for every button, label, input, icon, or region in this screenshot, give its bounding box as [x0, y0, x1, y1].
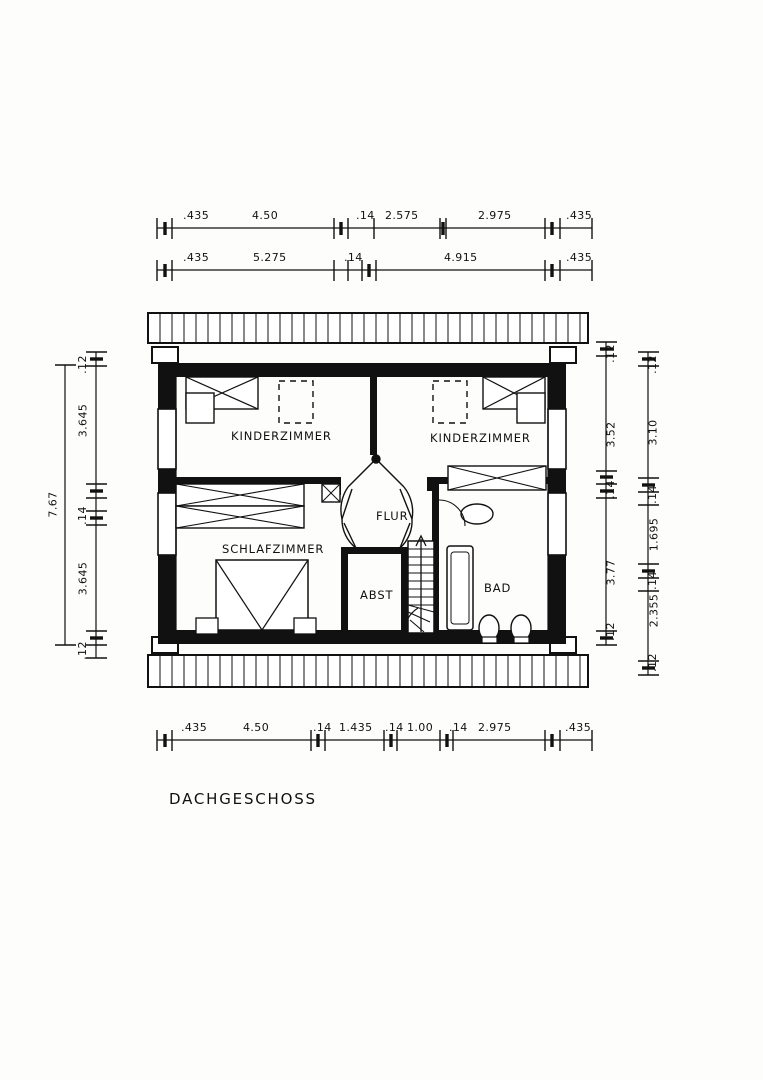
room-label-abst: ABST: [360, 588, 394, 602]
dim-right-outer-0: .12: [645, 355, 659, 374]
dim-bottom-8: .435: [565, 721, 592, 734]
dim-bottom-0: .435: [181, 721, 208, 734]
room-label-kinderzimmer-left: KINDERZIMMER: [231, 429, 332, 443]
room-label-bad: BAD: [484, 581, 512, 595]
roof-band-bottom: [148, 637, 588, 687]
dim-top1-2: .14: [356, 209, 375, 222]
dim-right-outer-4: .14: [645, 571, 659, 590]
dimension-chain-left-inner: [86, 352, 107, 658]
dim-bottom-5: 1.00: [407, 721, 434, 734]
dim-left-inner-1: 3.645: [76, 403, 90, 438]
dim-bottom-6: .14: [449, 721, 468, 734]
dim-right-inner-4: .12: [603, 622, 617, 641]
kinderzimmer-right-furniture: [433, 377, 545, 423]
dim-right-inner-3: 3.77: [604, 559, 618, 586]
dim-top2-3: 4.915: [444, 251, 478, 264]
dim-left-inner-4: .12: [75, 641, 89, 660]
staircase: [404, 536, 434, 633]
kinderzimmer-left-furniture: [186, 377, 313, 423]
dim-top2-1: 5.275: [253, 251, 287, 264]
schlafzimmer-wardrobe: [176, 484, 316, 634]
dim-right-inner-5: .12: [645, 653, 659, 672]
dim-top1-4: 2.975: [478, 209, 512, 222]
flur-door-swings: [341, 455, 413, 548]
dim-right-inner-0: .12: [603, 344, 617, 363]
dim-right-outer-2: .14: [645, 485, 659, 504]
dimension-chain-bottom: [157, 730, 592, 751]
bad-fixtures: [439, 500, 531, 643]
flur-fixture: [322, 484, 340, 502]
dim-right-inner-2: .14: [603, 480, 617, 499]
dim-top1-0: .435: [183, 209, 210, 222]
dim-top2-0: .435: [183, 251, 210, 264]
drawing-title: DACHGESCHOSS: [169, 790, 317, 808]
dim-right-outer-3: 1.695: [647, 517, 661, 552]
dim-top2-4: .435: [566, 251, 593, 264]
dim-right-outer-1: 3.10: [646, 419, 660, 446]
dim-left-outer-0: 7.67: [46, 491, 60, 518]
room-label-schlafzimmer: SCHLAFZIMMER: [222, 542, 325, 556]
dim-bottom-1: 4.50: [243, 721, 270, 734]
dim-left-inner-2: .14: [75, 506, 89, 525]
room-label-flur: FLUR: [376, 509, 409, 523]
roof-band-top: [148, 313, 588, 363]
dim-top2-2: .14: [344, 251, 363, 264]
kinderzimmer-right-wardrobe: [448, 466, 546, 490]
dim-top1-5: .435: [566, 209, 593, 222]
dim-top1-1: 4.50: [252, 209, 279, 222]
room-label-kinderzimmer-right: KINDERZIMMER: [430, 431, 531, 445]
dim-left-inner-3: 3.645: [76, 561, 90, 596]
dim-bottom-4: .14: [385, 721, 404, 734]
dim-left-inner-0: .12: [75, 355, 89, 374]
dimension-chain-top-2: [157, 260, 592, 281]
dim-right-inner-1: 3.52: [604, 421, 618, 448]
dim-top1-3: 2.575: [385, 209, 419, 222]
dim-right-outer-5: 2.355: [647, 593, 661, 628]
dim-bottom-2: .14: [313, 721, 332, 734]
dim-bottom-3: 1.435: [339, 721, 373, 734]
dim-bottom-7: 2.975: [478, 721, 512, 734]
